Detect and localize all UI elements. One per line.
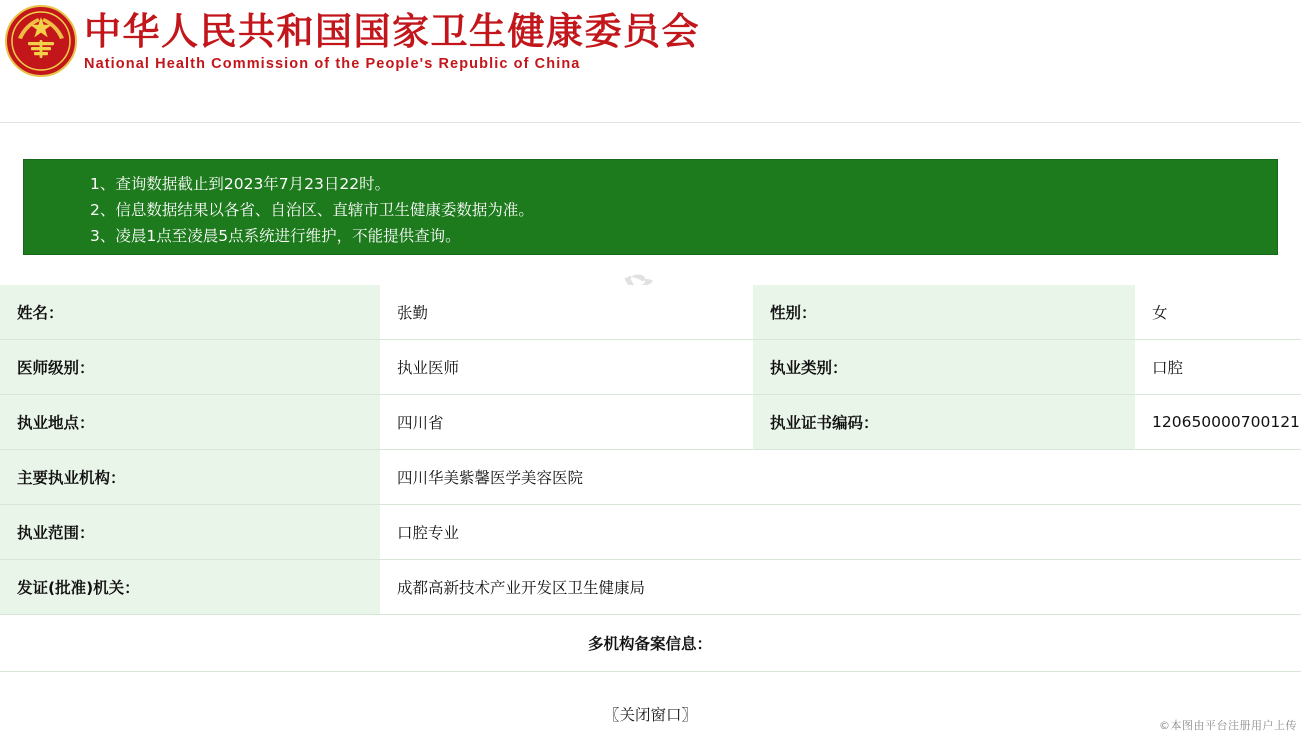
table-row <box>0 395 1301 450</box>
close-window-link[interactable]: 〖关闭窗口〗 <box>603 706 697 724</box>
table-row <box>0 505 1301 560</box>
header-title-en: National Health Commission of the People's Republic of China <box>84 56 581 72</box>
value-practice-scope: 口腔专业 <box>380 505 1301 560</box>
value-practice-category: 口腔 <box>1135 340 1301 395</box>
value-gender: 女 <box>1135 285 1301 340</box>
table-row <box>0 560 1301 615</box>
value-main-institution: 四川华美紫馨医学美容医院 <box>380 450 1301 505</box>
header-divider <box>0 122 1301 123</box>
notice-box <box>23 159 1278 255</box>
header-title-cn: 中华人民共和国国家卫生健康委员会 <box>84 10 700 53</box>
notice-line-3: 3、凌晨1点至凌晨5点系统进行维护，不能提供查询。 <box>90 227 461 245</box>
value-practice-location: 四川省 <box>380 395 753 450</box>
label-gender: 性别： <box>753 285 1135 340</box>
doctor-info-table <box>0 285 1301 672</box>
label-license-number: 执业证书编码： <box>753 395 1135 450</box>
value-doctor-level: 执业医师 <box>380 340 753 395</box>
multi-institution-label: 多机构备案信息： <box>0 615 1301 672</box>
label-main-institution: 主要执业机构： <box>0 450 380 505</box>
label-practice-scope: 执业范围： <box>0 505 380 560</box>
table-row <box>0 450 1301 505</box>
multi-institution-row <box>0 615 1301 672</box>
upload-stamp: ©本图由平台注册用户上传 <box>1159 719 1297 732</box>
value-license-number: 120650000700121 <box>1135 395 1301 450</box>
label-name: 姓名： <box>0 285 380 340</box>
site-header <box>0 0 878 82</box>
label-doctor-level: 医师级别： <box>0 340 380 395</box>
label-practice-location: 执业地点： <box>0 395 380 450</box>
table-row <box>0 340 1301 395</box>
value-name: 张勤 <box>380 285 753 340</box>
label-practice-category: 执业类别： <box>753 340 1135 395</box>
table-row <box>0 285 1301 340</box>
national-emblem-icon <box>4 4 78 78</box>
notice-line-2: 2、信息数据结果以各省、自治区、直辖市卫生健康委数据为准。 <box>90 201 534 219</box>
header-title-group <box>84 8 700 74</box>
value-issuing-authority: 成都高新技术产业开发区卫生健康局 <box>380 560 1301 615</box>
label-issuing-authority: 发证(批准)机关： <box>0 560 380 615</box>
notice-line-1: 1、查询数据截止到2023年7月23日22时。 <box>90 175 391 193</box>
